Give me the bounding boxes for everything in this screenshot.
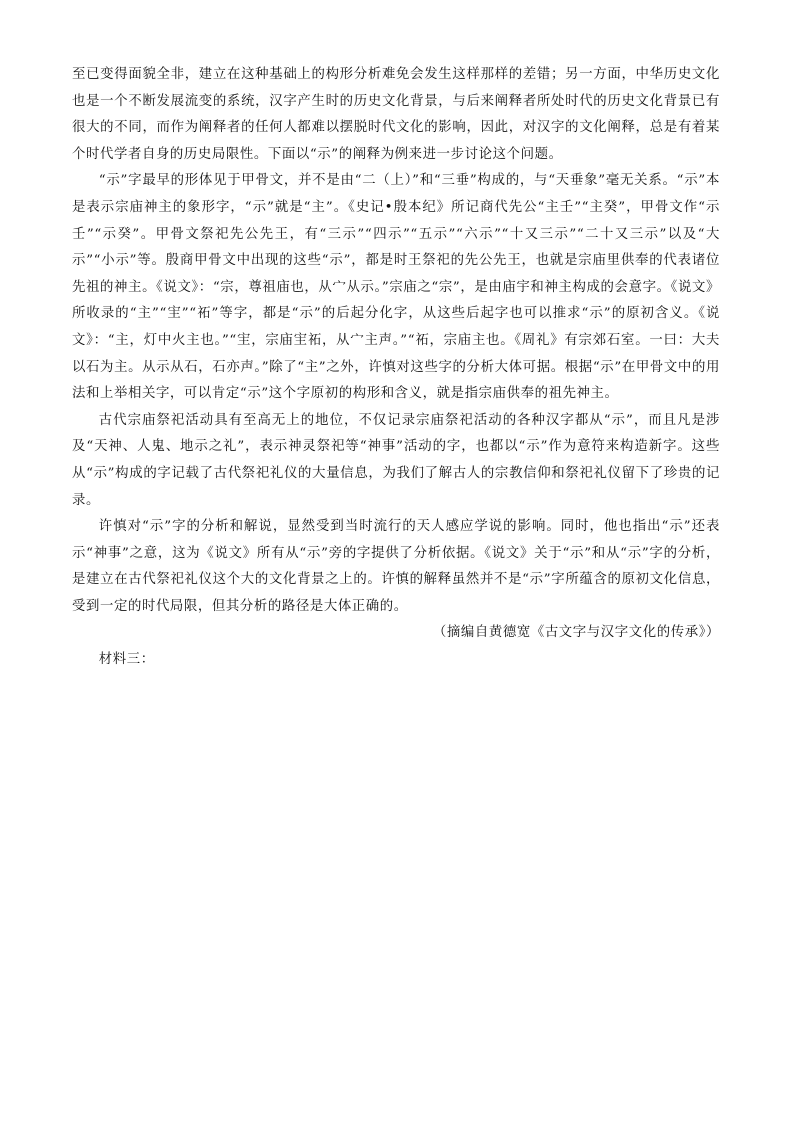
paragraph-shi-origin: “示”字最早的形体见于甲骨文，并不是由“二（上）”和“三垂”构成的，与“天垂象”毫无关系。“示”本是表示宗庙神主的象形字，“示”就是“主”。《史记•殷本纪》所记商代先公“主壬”“主癸”，甲骨文作“示壬”“示癸”。甲骨文祭祀先公先王，有“三示”“四示”“五示”“六示”“十又三示”“二十又三示”以及“大示”“小示”等。殷商甲骨文中出现的这些“示”，都是时王祭祀的先公先王，也就是宗庙里供奉的代表诸位先祖的神主。《说文》：“宗，尊祖庙也，从宀从示。”宗庙之“宗”，是由庙宇和神主构成的会意字。《说文》所收录的“主”“宔”“祏”等字，都是“示”的后起分化字，从这些后起字也可以推求“示”的原初含义。《说文》：“主，灯中火主也。”“宔，宗庙宔祏，从宀主声。”“祏，宗庙主也。《周礼》有宗郊石室。一曰：大夫以石为主。从示从石，石亦声。”除了“主”之外，许慎对这些字的分析大体可据。根据“示”在甲骨文中的用法和上举相关字，可以肯定“示”这个字原初的构形和含义，就是指宗庙供奉的祖先神主。 xyxy=(72,173,720,402)
paragraph-ancestral-rites: 古代宗庙祭祀活动具有至高无上的地位，不仅记录宗庙祭祀活动的各种汉字都从“示”，而且凡是涉及“天神、人鬼、地示之礼”，表示神灵祭祀等“神事”活动的字，也都以“示”作为意符来构造新字。这些从“示”构成的字记载了古代祭祀礼仪的大量信息，为我们了解古人的宗教信仰和祭祀礼仪留下了珍贵的记录。 xyxy=(72,412,720,508)
document-page xyxy=(72,62,720,674)
material-three-label: 材料三： xyxy=(98,652,155,668)
paragraph-continuation: 至已变得面貌全非，建立在这种基础上的构形分析难免会发生这样那样的差错；另一方面，中华历史文化也是一个不断发展流变的系统，汉字产生时的历史文化背景，与后来阐释者所处时代的历史文化背景已有很大的不同，而作为阐释者的任何人都难以摆脱时代文化的影响，因此，对汉字的文化阐释，总是有着某个时代学者自身的历史局限性。下面以“示”的阐释为例来进一步讨论这个问题。 xyxy=(72,67,720,162)
source-citation: （摘编自黄德宽《古文字与汉字文化的传承》） xyxy=(432,625,720,641)
paragraph-xu-shen-analysis: 许慎对“示”字的分析和解说，显然受到当时流行的天人感应学说的影响。同时，他也指出“示”还表示“神事”之意，这为《说文》所有从“示”旁的字提供了分析依据。《说文》关于“示”和从“示”字的分析，是建立在古代祭祀礼仪这个大的文化背景之上的。许慎的解释虽然并不是“示”字所蕴含的原初文化信息，受到一定的时代局限，但其分析的路径是大体正确的。 xyxy=(72,519,720,614)
